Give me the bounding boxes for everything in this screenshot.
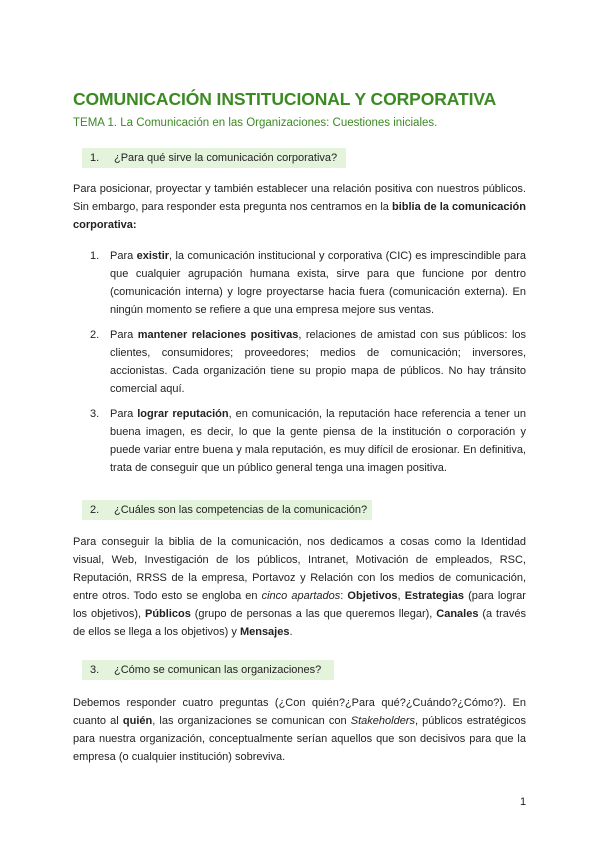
list-item-number: 2. xyxy=(90,329,100,341)
page-number: 1 xyxy=(520,796,527,808)
list-item-bold: existir xyxy=(136,250,170,262)
intro-paragraph xyxy=(73,180,526,234)
paragraph-bold: Canales xyxy=(436,608,479,620)
competencies-paragraph xyxy=(73,533,526,641)
list-item-number: 1. xyxy=(90,250,100,262)
list-item xyxy=(90,247,526,319)
question-number: 2. xyxy=(90,504,100,516)
intro-bold: biblia de la comunicación corporativa: xyxy=(73,201,526,231)
paragraph-text: (grupo de personas a las que queremos llegar), xyxy=(190,608,437,620)
question-text: ¿Para qué sirve la comunicación corporativa? xyxy=(114,152,338,164)
question-heading-3 xyxy=(82,660,334,680)
list-item xyxy=(90,405,526,477)
question-text: ¿Cuáles son las competencias de la comunicación? xyxy=(114,504,368,516)
paragraph-text: , las organizaciones se comunican con xyxy=(152,715,351,727)
paragraph-text: (a través de ellos se llega a los objetivos) y xyxy=(73,608,526,638)
paragraph-bold: Estrategias xyxy=(404,590,464,602)
paragraph-text: Debemos responder cuatro preguntas (¿Con quién?¿Para qué?¿Cuándo?¿Cómo?). En cuanto al xyxy=(73,697,526,727)
paragraph-bold: Públicos xyxy=(145,608,191,620)
paragraph-text: , xyxy=(397,590,405,602)
paragraph-text: . xyxy=(289,626,293,638)
paragraph-text: : xyxy=(340,590,348,602)
intro-text: Para posicionar, proyectar y también establecer una relación positiva con nuestros públicos. Sin embargo, para responder esta pregunta nos centramos en la xyxy=(73,183,526,213)
list-item-bold: mantener relaciones positivas xyxy=(137,329,299,341)
how-paragraph xyxy=(73,694,526,766)
list-item-bold: lograr reputación xyxy=(137,408,229,420)
list-item xyxy=(90,326,526,398)
paragraph-text: Para conseguir la biblia de la comunicación, nos dedicamos a cosas como la Identidad visual, Web, Investigación de los públicos, Intranet, Motivación de empleados, RSC, Reputación, RRSS de la empresa, Portavoz y Relación con los medios de comunicación, entre otros. Todo esto se engloba en xyxy=(73,536,526,602)
paragraph-bold: Objetivos xyxy=(347,590,398,602)
paragraph-bold: quién xyxy=(122,715,153,727)
list-item-text: , la comunicación institucional y corporativa (CIC) es imprescindible para que cualquier agrupación humana exista, sirve para que funcione por dentro (comunicación interna) y logre proyectarse hacia fuera (comunicación externa). En ningún momento se refiere a que una empresa mejore sus ventas. xyxy=(110,250,526,316)
document-subtitle: TEMA 1. La Comunicación en las Organizaciones: Cuestiones iniciales. xyxy=(73,117,438,129)
question-number: 1. xyxy=(90,152,100,164)
list-item-text: , en comunicación, la reputación hace referencia a tener un buena imagen, es decir, lo que la gente piensa de la institución o corporación y puede variar entre buena y mala reputación, es muy difícil de erosionar. En definitiva, trata de conseguir que un público general tenga una imagen positiva. xyxy=(110,408,526,474)
paragraph-bold: Mensajes xyxy=(239,626,290,638)
question-text: ¿Cómo se comunican las organizaciones? xyxy=(114,664,322,676)
paragraph-text: , públicos estratégicos para nuestra organización, conceptualmente serían aquellos que son decisivos para que la empresa (o cualquier institución) sobreviva. xyxy=(73,715,526,763)
question-heading-2 xyxy=(82,500,372,520)
document-title: COMUNICACIÓN INSTITUCIONAL Y CORPORATIVA xyxy=(73,89,497,109)
list-item-text: Para xyxy=(110,329,138,341)
list-item-text: Para xyxy=(110,250,137,262)
list-item-number: 3. xyxy=(90,408,100,420)
paragraph-italic: cinco apartados xyxy=(261,590,341,602)
list-item-text: Para xyxy=(110,408,138,420)
list-item-text: , relaciones de amistad con sus públicos: los clientes, consumidores; proveedores; medios de comunicación; inversores, accionistas. Cada organización tiene su propio mapa de públicos. No hay tránsito comercial aquí. xyxy=(110,329,527,395)
paragraph-text: (para lograr los objetivos), xyxy=(73,590,526,620)
question-heading-1 xyxy=(82,148,346,168)
paragraph-italic: Stakeholders xyxy=(350,715,415,727)
question-number: 3. xyxy=(90,664,100,676)
